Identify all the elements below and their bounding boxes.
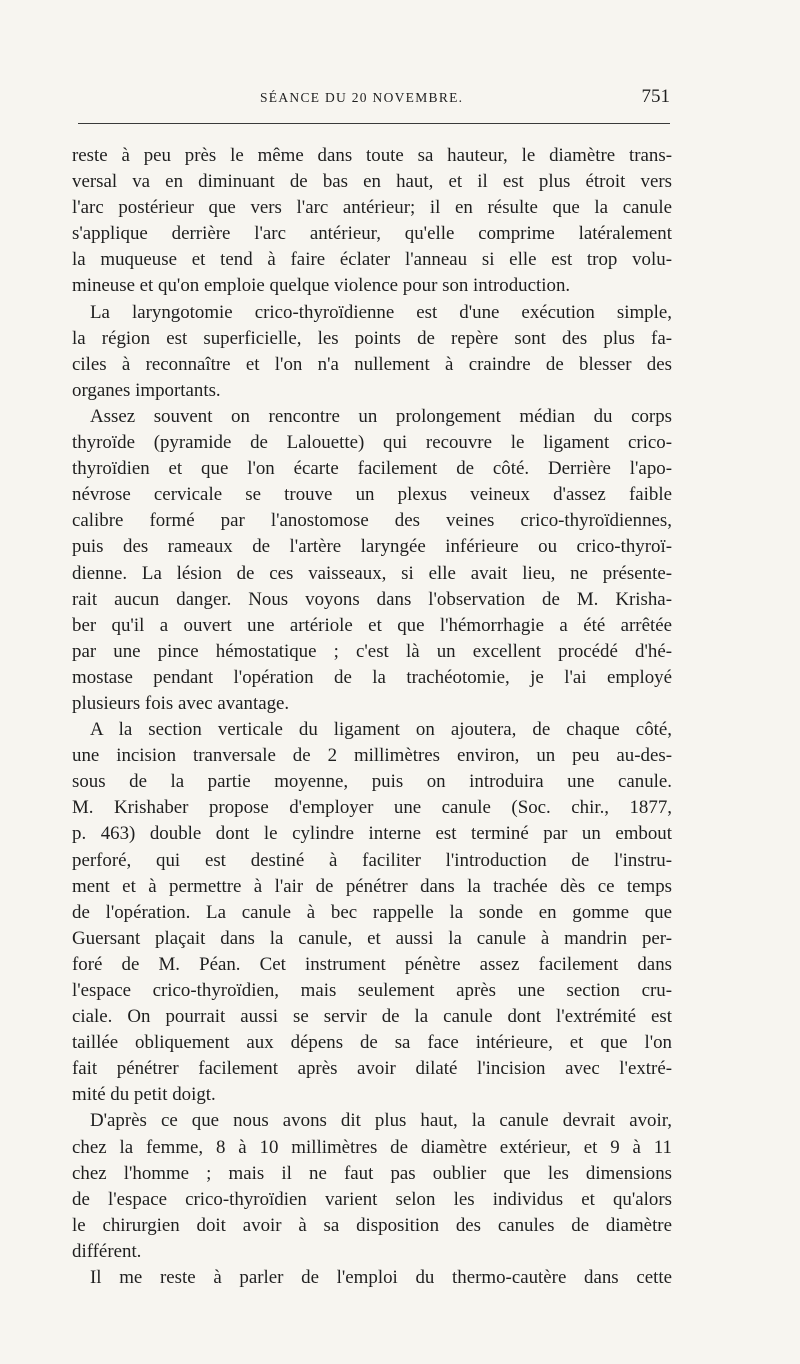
text-line: ciles à reconnaître et l'on n'a nullement à craindre de blesser des <box>72 353 672 375</box>
text-line: sous de la partie moyenne, puis on introduira une canule. <box>72 771 672 793</box>
text-line: versal va en diminuant de bas en haut, et il est plus étroit vers <box>72 171 672 193</box>
text-line: plusieurs fois avec avantage. <box>72 692 290 714</box>
text-line: différent. <box>72 1240 142 1262</box>
text-line: thyroïde (pyramide de Lalouette) qui recouvre le ligament crico- <box>72 432 672 454</box>
text-line: le chirurgien doit avoir à sa disposition des canules de diamètre <box>72 1214 672 1236</box>
text-line: organes importants. <box>72 379 221 401</box>
text-line: mineuse et qu'on emploie quelque violence pour son introduction. <box>72 275 571 297</box>
text-line: Guersant plaçait dans la canule, et aussi la canule à mandrin per- <box>72 927 672 949</box>
text-line: de l'espace crico-thyroïdien varient selon les individus et qu'alors <box>72 1188 672 1210</box>
text-line: la région est superficielle, les points de repère sont des plus fa- <box>72 327 672 349</box>
text-line: thyroïdien et que l'on écarte facilement de côté. Derrière l'apo- <box>72 458 672 480</box>
text-line: mostase pendant l'opération de la trachéotomie, je l'ai employé <box>72 666 672 688</box>
text-line: taillée obliquement aux dépens de sa face intérieure, et que l'on <box>72 1032 672 1054</box>
text-line: névrose cervicale se trouve un plexus veineux d'assez faible <box>72 484 672 506</box>
text-line: p. 463) double dont le cylindre interne est terminé par un embout <box>72 823 672 845</box>
body-text <box>72 143 672 1291</box>
text-line: calibre formé par l'anostomose des veines crico-thyroïdiennes, <box>72 510 672 532</box>
text-line: la muqueuse et tend à faire éclater l'anneau si elle est trop volu- <box>72 249 672 271</box>
text-line: La laryngotomie crico-thyroïdienne est d'une exécution simple, <box>90 301 672 323</box>
running-head: SÉANCE DU 20 NOVEMBRE. <box>260 90 464 105</box>
text-line: l'espace crico-thyroïdien, mais seulement après une section cru- <box>72 980 672 1001</box>
text-line: M. Krishaber propose d'employer une canule (Soc. chir., 1877, <box>72 797 672 819</box>
text-line: Il me reste à parler de l'emploi du thermo-cautère dans cette <box>90 1267 672 1289</box>
text-line: chez l'homme ; mais il ne faut pas oublier que les dimensions <box>72 1162 672 1184</box>
text-line: Assez souvent on rencontre un prolongement médian du corps <box>90 405 672 427</box>
text-line: rait aucun danger. Nous voyons dans l'observation de M. Krisha- <box>72 588 672 610</box>
text-line: puis des rameaux de l'artère laryngée inférieure ou crico-thyroï- <box>72 536 672 558</box>
text-line: ber qu'il a ouvert une artériole et que l'hémorrhagie a été arrêtée <box>72 614 672 636</box>
text-line: fait pénétrer facilement après avoir dilaté l'incision avec l'extré- <box>72 1058 672 1080</box>
page-number: 751 <box>641 86 670 107</box>
text-line: perforé, qui est destiné à faciliter l'introduction de l'instru- <box>72 849 672 871</box>
text-line: par une pince hémostatique ; c'est là un excellent procédé d'hé- <box>72 640 672 662</box>
header-rule <box>78 123 670 124</box>
text-line: s'applique derrière l'arc antérieur, qu'elle comprime latéralement <box>72 223 672 245</box>
text-line: une incision tranversale de 2 millimètres environ, un peu au-des- <box>72 745 672 767</box>
text-line: dienne. La lésion de ces vaisseaux, si elle avait lieu, ne présente- <box>72 562 672 584</box>
text-line: de l'opération. La canule à bec rappelle la sonde en gomme que <box>72 901 672 923</box>
text-line: chez la femme, 8 à 10 millimètres de diamètre extérieur, et 9 à 11 <box>72 1136 672 1158</box>
text-line: ciale. On pourrait aussi se servir de la canule dont l'extrémité est <box>72 1006 672 1028</box>
text-line: mité du petit doigt. <box>72 1084 216 1106</box>
text-line: D'après ce que nous avons dit plus haut, la canule devrait avoir, <box>90 1110 672 1132</box>
text-line: ment et à permettre à l'air de pénétrer dans la trachée dès ce temps <box>72 875 672 897</box>
text-line: A la section verticale du ligament on ajoutera, de chaque côté, <box>90 719 672 741</box>
text-line: reste à peu près le même dans toute sa hauteur, le diamètre trans- <box>72 145 672 166</box>
text-line: l'arc postérieur que vers l'arc antérieur; il en résulte que la canule <box>72 197 672 219</box>
text-line: foré de M. Péan. Cet instrument pénètre assez facilement dans <box>72 953 672 975</box>
page-header <box>78 86 670 116</box>
